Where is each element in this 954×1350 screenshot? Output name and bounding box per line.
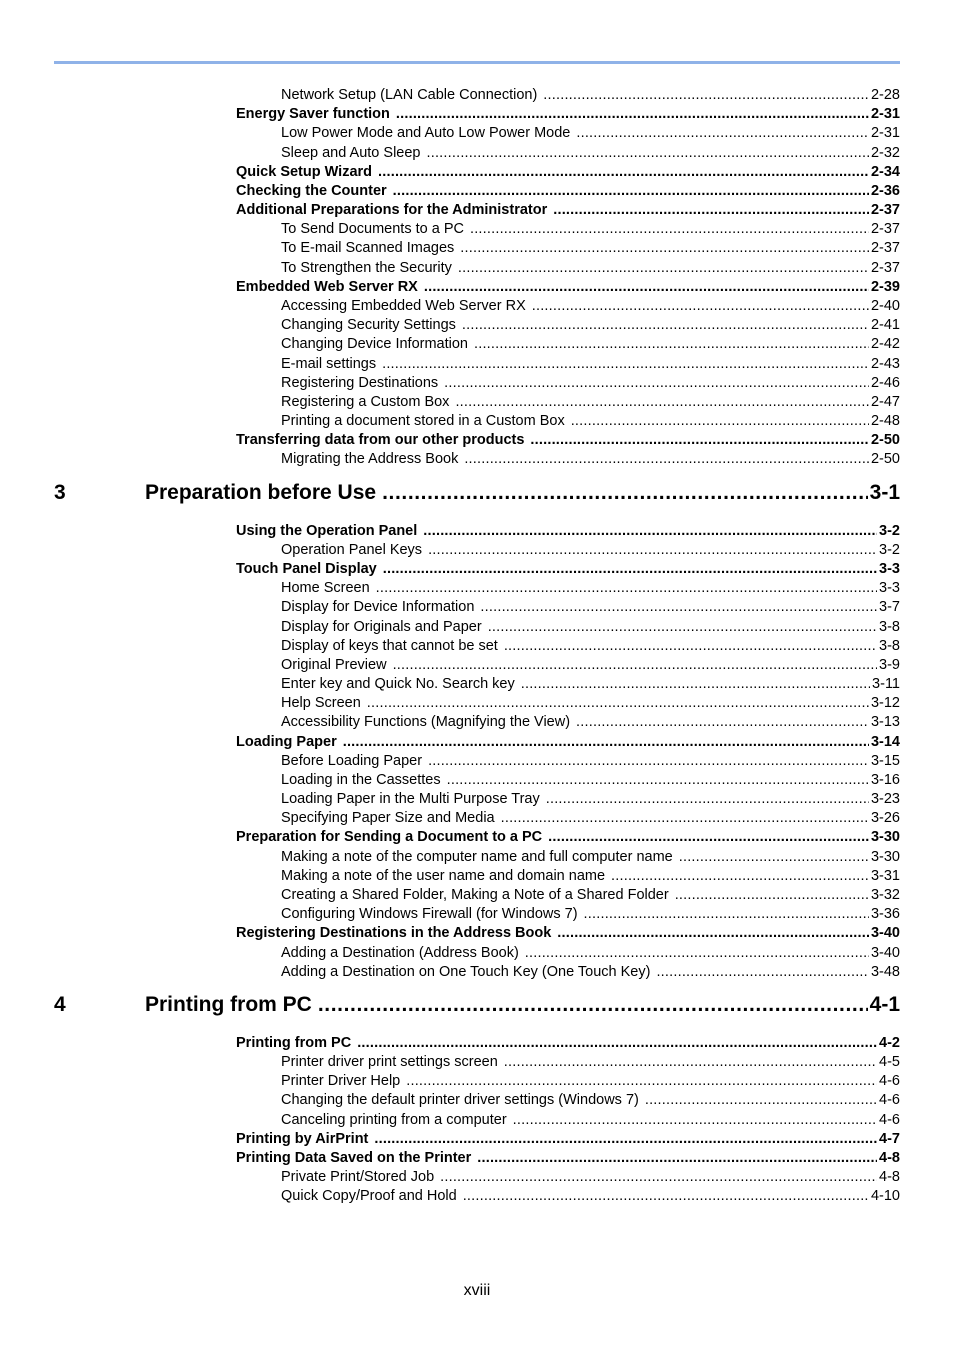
dot-leader xyxy=(543,87,869,103)
toc-subsection-entry[interactable] xyxy=(281,542,900,561)
entry-title: Making a note of the computer name and full computer name xyxy=(281,848,673,865)
dot-leader xyxy=(460,240,869,256)
entry-title: Adding a Destination on One Touch Key (One Touch Key) xyxy=(281,963,651,980)
dot-leader xyxy=(357,1035,877,1051)
dot-leader xyxy=(393,183,869,199)
toc-section-entry[interactable] xyxy=(236,523,900,542)
toc-subsection-entry[interactable] xyxy=(281,375,900,394)
entry-page-number: 2-50 xyxy=(870,432,900,449)
entry-page-number: 3-30 xyxy=(870,829,900,846)
entry-title: Changing Device Information xyxy=(281,336,468,353)
toc-section-entry[interactable] xyxy=(236,1035,900,1054)
toc-subsection-entry[interactable] xyxy=(281,868,900,887)
entry-title: Operation Panel Keys xyxy=(281,541,423,558)
entry-title: Energy Saver function xyxy=(236,106,390,123)
entry-page-number: 4-5 xyxy=(879,1054,900,1071)
toc-section-entry[interactable] xyxy=(236,432,900,451)
entry-title: To E-mail Scanned Images xyxy=(281,240,455,257)
entry-title: Home Screen xyxy=(281,580,370,597)
entry-page-number: 2-41 xyxy=(870,317,900,334)
dot-leader xyxy=(576,714,869,730)
toc-subsection-entry[interactable] xyxy=(281,638,900,657)
entry-title: Loading Paper in the Multi Purpose Tray xyxy=(281,791,540,808)
entry-title: Loading Paper xyxy=(236,733,337,750)
dot-leader xyxy=(504,638,877,654)
dot-leader xyxy=(675,887,869,903)
dot-leader xyxy=(679,849,869,865)
entry-title: Configuring Windows Firewall (for Windows 7) xyxy=(281,906,578,923)
entry-page-number: 3-3 xyxy=(879,580,900,597)
dot-leader xyxy=(477,1150,877,1166)
dot-leader xyxy=(462,317,869,333)
dot-leader xyxy=(576,125,869,141)
toc-section-entry[interactable] xyxy=(236,829,900,848)
dot-leader xyxy=(464,451,869,467)
entry-title: Changing Security Settings xyxy=(281,317,456,334)
entry-title: Additional Preparations for the Administrator xyxy=(236,202,548,219)
chapter-line xyxy=(145,993,900,1017)
toc-subsection-entry[interactable] xyxy=(281,125,900,144)
dot-leader xyxy=(501,810,869,826)
dot-leader xyxy=(463,1188,869,1204)
dot-leader xyxy=(382,481,868,505)
entry-page-number: 3-1 xyxy=(869,480,900,504)
entry-page-number: 3-11 xyxy=(872,676,900,693)
entry-page-number: 3-2 xyxy=(879,541,900,558)
dot-leader xyxy=(474,336,869,352)
entry-title: Display for Originals and Paper xyxy=(281,618,482,635)
entry-page-number: 2-48 xyxy=(870,413,900,430)
toc-subsection-entry[interactable] xyxy=(281,887,900,906)
dot-leader xyxy=(440,1169,877,1185)
toc-subsection-entry[interactable] xyxy=(281,1092,900,1111)
dot-leader xyxy=(428,542,877,558)
entry-page-number: 4-8 xyxy=(879,1150,900,1166)
entry-page-number: 4-6 xyxy=(879,1111,900,1128)
dot-leader xyxy=(374,1131,877,1147)
entry-title: E-mail settings xyxy=(281,355,377,372)
toc-subsection-entry[interactable] xyxy=(281,1054,900,1073)
dot-leader xyxy=(424,279,869,295)
toc-section-entry[interactable] xyxy=(236,202,900,221)
toc-subsection-entry[interactable] xyxy=(281,945,900,964)
dot-leader xyxy=(557,925,869,941)
entry-title: Original Preview xyxy=(281,656,387,673)
toc-subsection-entry[interactable] xyxy=(281,317,900,336)
entry-page-number: 2-42 xyxy=(870,336,900,353)
entry-page-number: 4-6 xyxy=(879,1073,900,1090)
entry-title: Quick Copy/Proof and Hold xyxy=(281,1188,457,1205)
entry-title: Printing Data Saved on the Printer xyxy=(236,1150,472,1166)
entry-page-number: 2-47 xyxy=(870,393,900,410)
entry-title: Display of keys that cannot be set xyxy=(281,637,498,654)
entry-title: Printing from PC xyxy=(236,1034,352,1051)
dot-leader xyxy=(611,868,869,884)
entry-page-number: 2-32 xyxy=(870,144,900,161)
entry-title: Making a note of the user name and domain name xyxy=(281,867,606,884)
entry-title: Checking the Counter xyxy=(236,182,387,199)
entry-title: Printing by AirPrint xyxy=(236,1130,369,1147)
entry-title: Printer driver print settings screen xyxy=(281,1054,498,1071)
entry-title: Sleep and Auto Sleep xyxy=(281,144,421,161)
dot-leader xyxy=(470,221,869,237)
toc-subsection-entry[interactable] xyxy=(281,580,900,599)
entry-page-number: 2-36 xyxy=(870,182,900,199)
entry-page-number: 2-50 xyxy=(870,451,900,468)
toc-subsection-entry[interactable] xyxy=(281,260,900,279)
entry-page-number: 4-2 xyxy=(879,1034,900,1051)
dot-leader xyxy=(513,1112,877,1128)
dot-leader xyxy=(532,298,869,314)
entry-title: Using the Operation Panel xyxy=(236,522,418,539)
entry-page-number: 3-48 xyxy=(870,963,900,980)
toc-section-entry[interactable] xyxy=(236,1131,900,1150)
dot-leader xyxy=(455,394,869,410)
toc-subsection-entry[interactable] xyxy=(281,849,900,868)
toc-subsection-entry[interactable] xyxy=(281,336,900,355)
dot-leader xyxy=(383,561,877,577)
dot-leader xyxy=(318,993,868,1017)
entry-page-number: 2-34 xyxy=(870,163,900,180)
entry-title: Private Print/Stored Job xyxy=(281,1169,435,1186)
dot-leader xyxy=(480,599,877,615)
entry-page-number: 3-9 xyxy=(879,656,900,673)
entry-title: Adding a Destination (Address Book) xyxy=(281,944,519,961)
chapter-number: 4 xyxy=(54,992,66,1016)
entry-page-number: 2-37 xyxy=(870,240,900,257)
entry-page-number: 2-39 xyxy=(870,278,900,295)
toc-chapter-entry[interactable] xyxy=(54,481,900,509)
toc-subsection-entry[interactable] xyxy=(281,753,900,772)
dot-leader xyxy=(548,829,869,845)
entry-page-number: 3-23 xyxy=(870,791,900,808)
entry-title: Before Loading Paper xyxy=(281,752,423,769)
toc-subsection-entry[interactable] xyxy=(281,1112,900,1131)
entry-page-number: 3-8 xyxy=(879,637,900,654)
toc-section-entry[interactable] xyxy=(236,734,900,753)
toc-section-entry[interactable] xyxy=(236,183,900,202)
entry-page-number: 2-43 xyxy=(870,355,900,372)
toc-subsection-entry[interactable] xyxy=(281,657,900,676)
dot-leader xyxy=(423,523,877,539)
dot-leader xyxy=(396,106,869,122)
dot-leader xyxy=(444,375,869,391)
dot-leader xyxy=(426,145,868,161)
entry-page-number: 3-14 xyxy=(870,733,900,750)
entry-page-number: 3-7 xyxy=(879,599,900,616)
toc-chapter-entry[interactable] xyxy=(54,993,900,1021)
entry-title: Printer Driver Help xyxy=(281,1073,401,1090)
entry-title: Accessing Embedded Web Server RX xyxy=(281,297,526,314)
dot-leader xyxy=(530,432,869,448)
entry-title: Registering Destinations xyxy=(281,374,439,391)
toc-section-entry[interactable] xyxy=(236,925,900,944)
entry-title: Help Screen xyxy=(281,695,361,712)
toc-section-entry[interactable] xyxy=(236,279,900,298)
entry-title: Network Setup (LAN Cable Connection) xyxy=(281,87,538,103)
entry-title: Printing a document stored in a Custom Box xyxy=(281,413,565,430)
toc-subsection-entry[interactable] xyxy=(281,87,900,106)
toc-section-entry[interactable] xyxy=(236,1150,900,1169)
entry-page-number: 2-37 xyxy=(870,221,900,238)
entry-title: Enter key and Quick No. Search key xyxy=(281,676,515,693)
chapter-number: 3 xyxy=(54,480,66,504)
toc-section-entry[interactable] xyxy=(236,106,900,125)
toc-section-entry[interactable] xyxy=(236,164,900,183)
entry-page-number: 2-31 xyxy=(870,106,900,123)
entry-title: Changing the default printer driver settings (Windows 7) xyxy=(281,1092,639,1109)
dot-leader xyxy=(382,356,869,372)
toc-subsection-entry[interactable] xyxy=(281,964,900,983)
dot-leader xyxy=(525,945,869,961)
toc-subsection-entry[interactable] xyxy=(281,451,900,470)
entry-page-number: 3-13 xyxy=(870,714,900,731)
entry-page-number: 4-7 xyxy=(879,1130,900,1147)
dot-leader xyxy=(393,657,877,673)
entry-title: Touch Panel Display xyxy=(236,560,377,577)
toc-subsection-entry[interactable] xyxy=(281,1188,900,1207)
header-rule xyxy=(54,61,900,64)
entry-page-number: 4-10 xyxy=(870,1188,900,1205)
toc-subsection-entry[interactable] xyxy=(281,619,900,638)
entry-page-number: 3-15 xyxy=(870,752,900,769)
toc-subsection-entry[interactable] xyxy=(281,906,900,925)
toc-subsection-entry[interactable] xyxy=(281,356,900,375)
entry-page-number: 3-2 xyxy=(879,522,900,539)
entry-page-number: 2-31 xyxy=(870,125,900,142)
entry-title: Display for Device Information xyxy=(281,599,475,616)
dot-leader xyxy=(343,734,869,750)
toc-subsection-entry[interactable] xyxy=(281,1169,900,1188)
toc-subsection-entry[interactable] xyxy=(281,695,900,714)
dot-leader xyxy=(553,202,869,218)
toc-section-entry[interactable] xyxy=(236,561,900,580)
dot-leader xyxy=(488,619,877,635)
entry-page-number: 2-28 xyxy=(870,87,900,103)
entry-page-number: 3-8 xyxy=(879,618,900,635)
entry-page-number: 2-46 xyxy=(870,374,900,391)
entry-page-number: 3-30 xyxy=(870,848,900,865)
entry-page-number: 3-31 xyxy=(870,867,900,884)
toc-subsection-entry[interactable] xyxy=(281,221,900,240)
entry-page-number: 3-36 xyxy=(870,906,900,923)
toc-subsection-entry[interactable] xyxy=(281,791,900,810)
dot-leader xyxy=(378,164,869,180)
toc-subsection-entry[interactable] xyxy=(281,772,900,791)
entry-title: Printing from PC xyxy=(145,992,312,1016)
entry-page-number: 3-40 xyxy=(870,925,900,942)
toc-subsection-entry[interactable] xyxy=(281,676,900,695)
entry-title: Specifying Paper Size and Media xyxy=(281,810,495,827)
entry-page-number: 3-16 xyxy=(870,771,900,788)
toc-subsection-entry[interactable] xyxy=(281,810,900,829)
entry-title: To Send Documents to a PC xyxy=(281,221,464,238)
toc-subsection-entry[interactable] xyxy=(281,413,900,432)
entry-title: To Strengthen the Security xyxy=(281,259,452,276)
dot-leader xyxy=(584,906,869,922)
entry-title: Accessibility Functions (Magnifying the View) xyxy=(281,714,571,731)
entry-title: Preparation before Use xyxy=(145,480,377,504)
entry-page-number: 4-1 xyxy=(869,992,900,1016)
entry-page-number: 3-26 xyxy=(870,810,900,827)
dot-leader xyxy=(656,964,869,980)
entry-title: Canceling printing from a computer xyxy=(281,1111,507,1128)
dot-leader xyxy=(367,695,869,711)
entry-title: Registering a Custom Box xyxy=(281,393,450,410)
dot-leader xyxy=(428,753,869,769)
entry-page-number: 3-3 xyxy=(879,560,900,577)
entry-page-number: 3-32 xyxy=(870,887,900,904)
entry-title: Transferring data from our other products xyxy=(236,432,525,449)
entry-page-number: 2-37 xyxy=(870,259,900,276)
toc-subsection-entry[interactable] xyxy=(281,599,900,618)
dot-leader xyxy=(504,1054,877,1070)
entry-page-number: 4-6 xyxy=(879,1092,900,1109)
entry-title: Migrating the Address Book xyxy=(281,451,459,468)
toc-subsection-entry[interactable] xyxy=(281,714,900,733)
dot-leader xyxy=(521,676,870,692)
dot-leader xyxy=(645,1092,877,1108)
entry-page-number: 3-40 xyxy=(870,944,900,961)
toc-subsection-entry[interactable] xyxy=(281,1073,900,1092)
entry-title: Embedded Web Server RX xyxy=(236,278,418,295)
entry-title: Registering Destinations in the Address Book xyxy=(236,925,552,942)
entry-title: Low Power Mode and Auto Low Power Mode xyxy=(281,125,571,142)
toc-subsection-entry[interactable] xyxy=(281,394,900,413)
dot-leader xyxy=(546,791,869,807)
page-number: xviii xyxy=(463,1282,491,1299)
dot-leader xyxy=(571,413,869,429)
entry-page-number: 3-12 xyxy=(870,695,900,712)
dot-leader xyxy=(406,1073,877,1089)
entry-title: Quick Setup Wizard xyxy=(236,163,373,180)
entry-title: Loading in the Cassettes xyxy=(281,771,441,788)
chapter-line xyxy=(145,481,900,505)
entry-title: Creating a Shared Folder, Making a Note of a Shared Folder xyxy=(281,887,669,904)
dot-leader xyxy=(458,260,869,276)
toc-subsection-entry[interactable] xyxy=(281,145,900,164)
dot-leader xyxy=(376,580,877,596)
entry-title: Preparation for Sending a Document to a PC xyxy=(236,829,543,846)
entry-page-number: 2-40 xyxy=(870,297,900,314)
toc-subsection-entry[interactable] xyxy=(281,298,900,317)
toc-subsection-entry[interactable] xyxy=(281,240,900,259)
dot-leader xyxy=(447,772,869,788)
entry-page-number: 2-37 xyxy=(870,202,900,219)
entry-page-number: 4-8 xyxy=(879,1169,900,1186)
